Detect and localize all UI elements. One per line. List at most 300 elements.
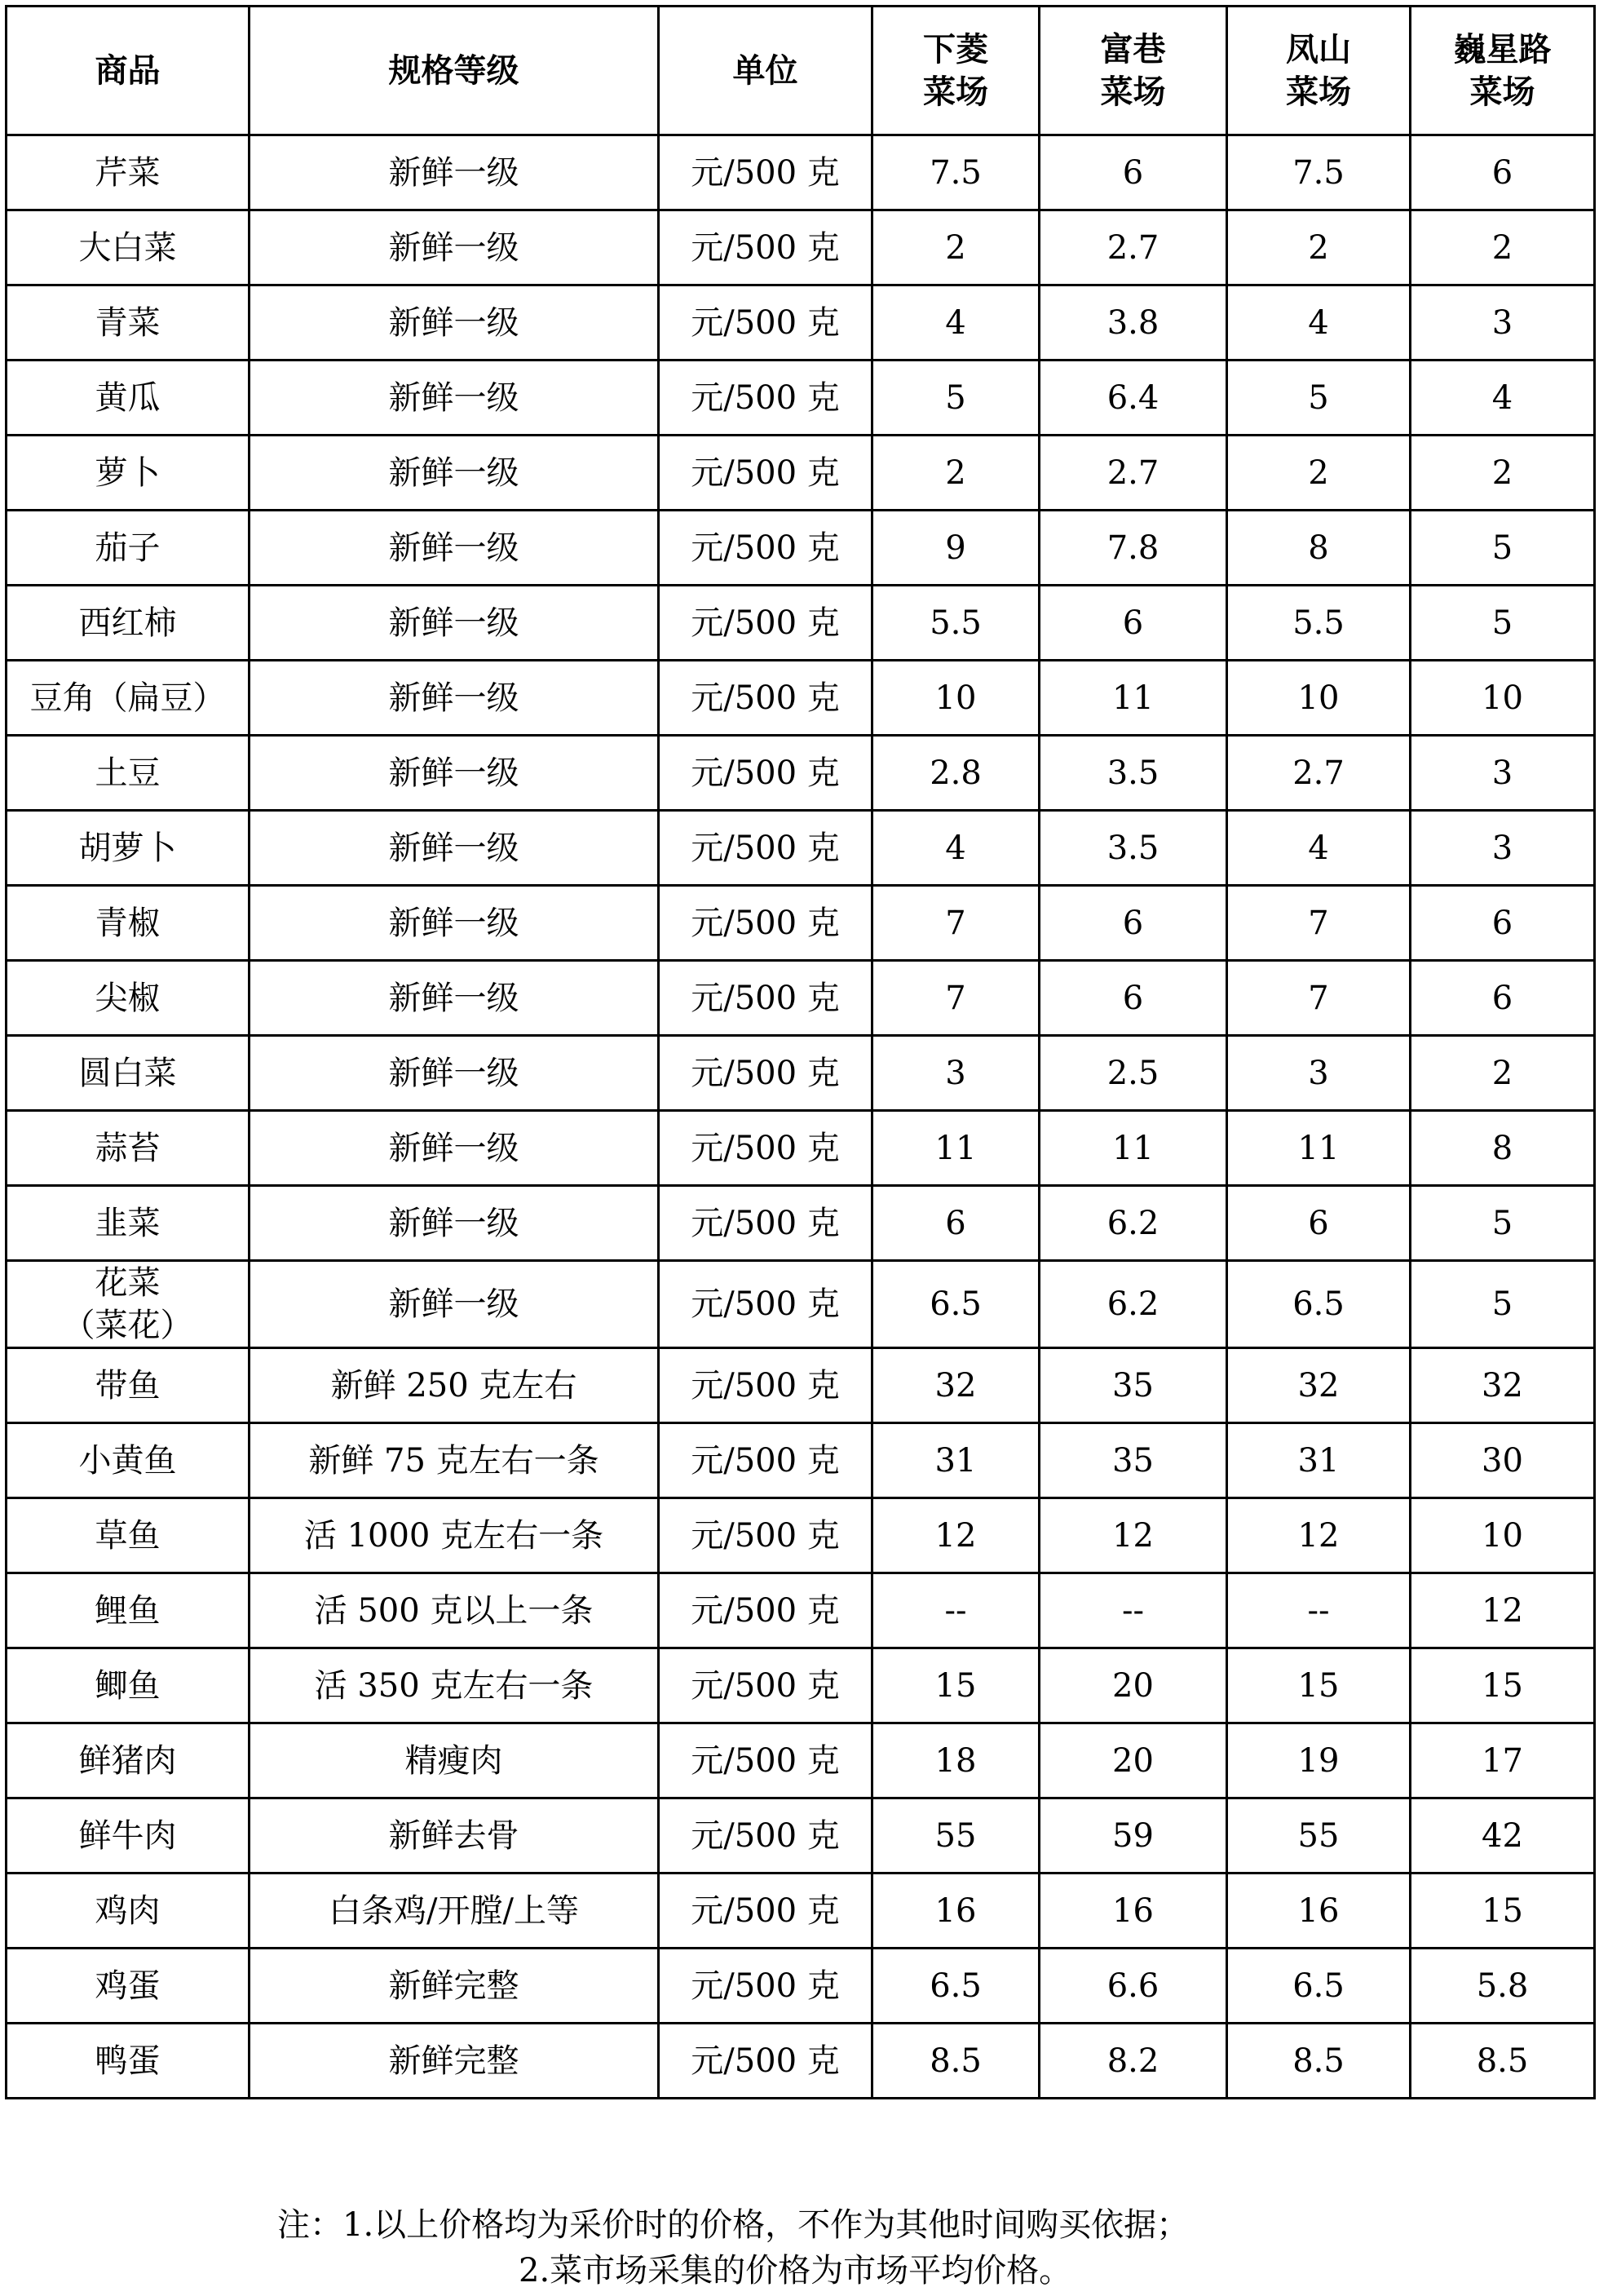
cell-unit (659, 1348, 872, 1423)
cell-text: 2.8 (930, 754, 982, 792)
cell-product (7, 436, 250, 511)
cell-price-weixinglu (1411, 436, 1595, 511)
cell-text: 4 (945, 303, 966, 342)
table-row (7, 1348, 1595, 1423)
table-row (7, 811, 1595, 886)
cell-text: -- (1307, 1591, 1330, 1630)
cell-unit (659, 361, 872, 436)
cell-product (7, 886, 250, 961)
cell-spec-grade (250, 1648, 659, 1723)
cell-price-weixinglu (1411, 135, 1595, 210)
cell-price-xialing (872, 886, 1040, 961)
cell-text: 5 (1491, 1285, 1513, 1323)
table-row (7, 661, 1595, 736)
cell-text: 6.5 (930, 1285, 982, 1323)
cell-text: 12 (934, 1516, 977, 1555)
cell-text: 鸡肉 (95, 1891, 161, 1930)
cell-text: 韭菜 (95, 1204, 161, 1242)
cell-spec-grade (250, 961, 659, 1036)
cell-text: 31 (1297, 1441, 1340, 1480)
cell-price-fuxiang (1040, 1111, 1227, 1186)
cell-price-fengshan (1227, 285, 1411, 361)
cell-price-fengshan (1227, 736, 1411, 811)
cell-price-xialing (872, 361, 1040, 436)
cell-price-fuxiang (1040, 2024, 1227, 2099)
cell-price-xialing (872, 1348, 1040, 1423)
cell-text: 元/500 克 (691, 1816, 840, 1855)
cell-spec-grade (250, 1111, 659, 1186)
cell-text: 3 (945, 1054, 966, 1092)
cell-text: 新鲜一级 (388, 153, 519, 192)
cell-price-fuxiang (1040, 210, 1227, 285)
cell-spec-grade (250, 1798, 659, 1874)
header-row (7, 7, 1595, 135)
cell-text: -- (944, 1591, 967, 1630)
cell-text: 5.5 (930, 604, 982, 642)
cell-text: 元/500 克 (691, 829, 840, 867)
cell-price-weixinglu (1411, 661, 1595, 736)
cell-spec-grade (250, 285, 659, 361)
cell-text: 12 (1297, 1516, 1340, 1555)
cell-price-fengshan (1227, 886, 1411, 961)
cell-text: 2.7 (1106, 453, 1159, 492)
cell-text: 5 (945, 378, 966, 417)
cell-text: 元/500 克 (691, 1285, 840, 1323)
cell-text: 元/500 克 (691, 529, 840, 567)
cell-text: 带鱼 (95, 1366, 161, 1405)
cell-product (7, 1648, 250, 1723)
cell-price-fengshan (1227, 2024, 1411, 2099)
cell-text: 7 (1308, 904, 1329, 942)
cell-product (7, 1261, 250, 1348)
cell-text: 新鲜一级 (388, 1285, 519, 1323)
cell-text: 32 (934, 1366, 977, 1405)
cell-text: 4 (1308, 829, 1329, 867)
cell-text: 7 (945, 979, 966, 1017)
cell-product (7, 1723, 250, 1798)
cell-price-weixinglu (1411, 1498, 1595, 1573)
cell-product (7, 736, 250, 811)
cell-text: 6.5 (1292, 1966, 1345, 2005)
cell-price-fengshan (1227, 1423, 1411, 1498)
cell-unit (659, 1423, 872, 1498)
cell-text: 元/500 克 (691, 2042, 840, 2080)
cell-text: 30 (1482, 1441, 1523, 1480)
cell-price-fengshan (1227, 1798, 1411, 1874)
cell-text: 59 (1112, 1816, 1154, 1855)
cell-text: 元/500 克 (691, 754, 840, 792)
cell-price-xialing (872, 1423, 1040, 1498)
cell-text: 55 (1297, 1816, 1340, 1855)
cell-text: 6.5 (1292, 1285, 1345, 1323)
cell-text: 3.5 (1106, 754, 1159, 792)
cell-price-fuxiang (1040, 361, 1227, 436)
cell-text: 31 (934, 1441, 977, 1480)
cell-price-fuxiang (1040, 1036, 1227, 1111)
cell-text: 4 (1308, 303, 1329, 342)
cell-spec-grade (250, 1498, 659, 1573)
cell-text: 15 (1482, 1666, 1523, 1705)
cell-product (7, 285, 250, 361)
table-row (7, 210, 1595, 285)
cell-text: 2 (1308, 453, 1329, 492)
cell-unit (659, 736, 872, 811)
cell-text: 元/500 克 (691, 1891, 840, 1930)
cell-text: 8 (1491, 1129, 1513, 1167)
cell-unit (659, 210, 872, 285)
cell-text: 2 (1491, 1054, 1513, 1092)
cell-text: 萝卜 (95, 453, 161, 492)
table-row (7, 961, 1595, 1036)
cell-price-weixinglu (1411, 1036, 1595, 1111)
cell-price-fuxiang (1040, 1498, 1227, 1573)
cell-unit (659, 511, 872, 586)
cell-unit (659, 1186, 872, 1261)
cell-text: 11 (1112, 679, 1154, 717)
cell-product (7, 511, 250, 586)
cell-price-fuxiang (1040, 511, 1227, 586)
cell-product (7, 1874, 250, 1949)
cell-price-weixinglu (1411, 511, 1595, 586)
cell-price-xialing (872, 210, 1040, 285)
cell-product (7, 661, 250, 736)
price-table (5, 5, 1596, 2099)
cell-text: 白条鸡/开膛/上等 (329, 1891, 579, 1930)
cell-price-fengshan (1227, 1723, 1411, 1798)
cell-unit (659, 1111, 872, 1186)
cell-text: 土豆 (95, 754, 161, 792)
cell-price-fengshan (1227, 135, 1411, 210)
cell-price-xialing (872, 1949, 1040, 2024)
cell-price-xialing (872, 1261, 1040, 1348)
cell-text: 8 (1308, 529, 1329, 567)
cell-price-fuxiang (1040, 1798, 1227, 1874)
cell-text: 西红柿 (78, 604, 177, 642)
cell-text: 6 (1122, 153, 1144, 192)
cell-unit (659, 1261, 872, 1348)
cell-text: 5 (1491, 1204, 1513, 1242)
cell-text: 胡萝卜 (78, 829, 177, 867)
cell-product (7, 1111, 250, 1186)
cell-spec-grade (250, 511, 659, 586)
table-row (7, 1423, 1595, 1498)
table-row (7, 135, 1595, 210)
cell-text: 8.2 (1106, 2042, 1159, 2080)
cell-spec-grade (250, 1348, 659, 1423)
cell-unit (659, 135, 872, 210)
cell-price-fengshan (1227, 1036, 1411, 1111)
cell-text: 花菜 （菜花） (62, 1264, 193, 1344)
cell-text: 2 (945, 453, 966, 492)
cell-price-fengshan (1227, 1348, 1411, 1423)
cell-price-xialing (872, 1036, 1040, 1111)
cell-price-weixinglu (1411, 361, 1595, 436)
cell-text: 元/500 克 (691, 378, 840, 417)
cell-price-fengshan (1227, 361, 1411, 436)
cell-text: 17 (1482, 1741, 1523, 1780)
cell-text: 16 (1297, 1891, 1340, 1930)
cell-spec-grade (250, 210, 659, 285)
cell-spec-grade (250, 1186, 659, 1261)
cell-text: 鲜猪肉 (78, 1741, 177, 1780)
cell-text: 35 (1112, 1441, 1154, 1480)
cell-price-xialing (872, 1186, 1040, 1261)
cell-text: 35 (1112, 1366, 1154, 1405)
cell-price-xialing (872, 135, 1040, 210)
table-row (7, 1874, 1595, 1949)
cell-text: 20 (1112, 1741, 1154, 1780)
footnotes (0, 2202, 1599, 2294)
cell-text: 元/500 克 (691, 1591, 840, 1630)
cell-product (7, 1798, 250, 1874)
table-row (7, 1648, 1595, 1723)
cell-spec-grade (250, 436, 659, 511)
table-row (7, 736, 1595, 811)
cell-text: 新鲜一级 (388, 904, 519, 942)
cell-price-weixinglu (1411, 1423, 1595, 1498)
cell-text: 2 (1491, 228, 1513, 267)
cell-text: 元/500 克 (691, 604, 840, 642)
cell-price-xialing (872, 1111, 1040, 1186)
cell-text: 尖椒 (95, 979, 161, 1017)
cell-price-weixinglu (1411, 586, 1595, 661)
cell-price-weixinglu (1411, 811, 1595, 886)
cell-text: 新鲜完整 (388, 1966, 519, 2005)
table-row (7, 1261, 1595, 1348)
cell-text: 6.4 (1106, 378, 1159, 417)
cell-text: 活 350 克左右一条 (314, 1666, 594, 1705)
cell-text: 新鲜一级 (388, 604, 519, 642)
cell-text: 圆白菜 (78, 1054, 177, 1092)
cell-price-weixinglu (1411, 210, 1595, 285)
cell-unit (659, 1648, 872, 1723)
cell-price-fengshan (1227, 511, 1411, 586)
cell-price-weixinglu (1411, 886, 1595, 961)
cell-price-weixinglu (1411, 2024, 1595, 2099)
cell-text: 茄子 (95, 529, 161, 567)
cell-price-fuxiang (1040, 1949, 1227, 2024)
cell-text: 6.2 (1106, 1285, 1159, 1323)
cell-text: 元/500 克 (691, 228, 840, 267)
cell-text: 5.8 (1476, 1966, 1529, 2005)
table-row (7, 511, 1595, 586)
cell-spec-grade (250, 736, 659, 811)
cell-price-fuxiang (1040, 1648, 1227, 1723)
cell-unit (659, 1498, 872, 1573)
cell-text: 新鲜一级 (388, 453, 519, 492)
cell-unit (659, 1874, 872, 1949)
cell-text: 15 (934, 1666, 977, 1705)
cell-text: 19 (1297, 1741, 1340, 1780)
cell-price-fengshan (1227, 961, 1411, 1036)
cell-text: 鲫鱼 (95, 1666, 161, 1705)
cell-price-fengshan (1227, 1261, 1411, 1348)
cell-unit (659, 2024, 872, 2099)
cell-unit (659, 961, 872, 1036)
cell-price-xialing (872, 436, 1040, 511)
header-market-weixinglu: 巍星路 菜场 (1411, 7, 1595, 135)
cell-text: 元/500 克 (691, 1366, 840, 1405)
cell-text: 豆角（扁豆） (29, 679, 226, 717)
cell-text: 6.2 (1106, 1204, 1159, 1242)
cell-unit (659, 1573, 872, 1648)
cell-text: 元/500 克 (691, 1441, 840, 1480)
cell-price-xialing (872, 1498, 1040, 1573)
cell-unit (659, 586, 872, 661)
cell-price-xialing (872, 661, 1040, 736)
header-market-fengshan: 凤山 菜场 (1227, 7, 1411, 135)
cell-price-xialing (872, 2024, 1040, 2099)
cell-price-fengshan (1227, 1111, 1411, 1186)
cell-price-xialing (872, 1874, 1040, 1949)
cell-text: 32 (1482, 1366, 1523, 1405)
cell-text: -- (1121, 1591, 1145, 1630)
cell-text: 6 (1122, 979, 1144, 1017)
cell-text: 元/500 克 (691, 1129, 840, 1167)
table-row (7, 2024, 1595, 2099)
cell-price-weixinglu (1411, 1723, 1595, 1798)
table-row (7, 1573, 1595, 1648)
header-unit: 单位 (659, 7, 872, 135)
cell-text: 黄瓜 (95, 378, 161, 417)
cell-text: 活 500 克以上一条 (314, 1591, 594, 1630)
cell-price-fengshan (1227, 1949, 1411, 2024)
cell-text: 小黄鱼 (78, 1441, 177, 1480)
cell-text: 6 (1491, 979, 1513, 1017)
cell-text: 4 (945, 829, 966, 867)
cell-price-xialing (872, 285, 1040, 361)
cell-text: 新鲜 75 克左右一条 (308, 1441, 599, 1480)
cell-text: 青菜 (95, 303, 161, 342)
cell-text: 元/500 克 (691, 1966, 840, 2005)
cell-text: 鲤鱼 (95, 1591, 161, 1630)
cell-text: 新鲜一级 (388, 228, 519, 267)
cell-price-fengshan (1227, 661, 1411, 736)
cell-text: 2.7 (1106, 228, 1159, 267)
cell-spec-grade (250, 1874, 659, 1949)
footnote-line-2: 2.菜市场采集的价格为市场平均价格。 (519, 2252, 1072, 2289)
cell-text: 新鲜一级 (388, 303, 519, 342)
cell-spec-grade (250, 1261, 659, 1348)
cell-text: 8.5 (930, 2042, 982, 2080)
cell-price-fengshan (1227, 1186, 1411, 1261)
cell-price-weixinglu (1411, 1874, 1595, 1949)
cell-text: 6 (1122, 904, 1144, 942)
cell-spec-grade (250, 1036, 659, 1111)
cell-text: 元/500 克 (691, 679, 840, 717)
cell-text: 草鱼 (95, 1516, 161, 1555)
cell-text: 10 (934, 679, 977, 717)
cell-price-xialing (872, 811, 1040, 886)
cell-spec-grade (250, 586, 659, 661)
cell-product (7, 961, 250, 1036)
cell-text: 新鲜一级 (388, 1129, 519, 1167)
cell-text: 2 (945, 228, 966, 267)
cell-text: 15 (1297, 1666, 1340, 1705)
cell-text: 新鲜一级 (388, 979, 519, 1017)
footnote-line-1: 注：1.以上价格均为采价时的价格，不作为其他时间购买依据； (277, 2206, 1190, 2244)
cell-product (7, 210, 250, 285)
table-body (7, 135, 1595, 2099)
cell-price-xialing (872, 511, 1040, 586)
cell-text: 元/500 克 (691, 979, 840, 1017)
header-spec-grade: 规格等级 (250, 7, 659, 135)
cell-price-weixinglu (1411, 961, 1595, 1036)
cell-text: 2 (1308, 228, 1329, 267)
cell-text: 新鲜一级 (388, 754, 519, 792)
cell-price-xialing (872, 1723, 1040, 1798)
cell-product (7, 1348, 250, 1423)
cell-text: 6.6 (1106, 1966, 1159, 2005)
cell-text: 元/500 克 (691, 1516, 840, 1555)
cell-price-fengshan (1227, 436, 1411, 511)
cell-text: 蒜苔 (95, 1129, 161, 1167)
cell-text: 3 (1491, 829, 1513, 867)
cell-text: 10 (1482, 679, 1523, 717)
cell-price-fuxiang (1040, 811, 1227, 886)
cell-text: 元/500 克 (691, 1204, 840, 1242)
cell-price-fuxiang (1040, 135, 1227, 210)
cell-text: 16 (1112, 1891, 1154, 1930)
cell-spec-grade (250, 2024, 659, 2099)
cell-text: 2.7 (1292, 754, 1345, 792)
cell-text: 精瘦肉 (404, 1741, 503, 1780)
cell-price-fuxiang (1040, 886, 1227, 961)
cell-text: 15 (1482, 1891, 1523, 1930)
table-row (7, 436, 1595, 511)
cell-price-fengshan (1227, 1498, 1411, 1573)
cell-price-fengshan (1227, 210, 1411, 285)
cell-price-weixinglu (1411, 1573, 1595, 1648)
cell-text: 6 (1491, 904, 1513, 942)
cell-text: 新鲜一级 (388, 679, 519, 717)
cell-spec-grade (250, 886, 659, 961)
cell-text: 9 (945, 529, 966, 567)
cell-text: 3.5 (1106, 829, 1159, 867)
cell-text: 11 (1297, 1129, 1340, 1167)
table-row (7, 1949, 1595, 2024)
cell-text: 12 (1482, 1591, 1523, 1630)
cell-unit (659, 285, 872, 361)
cell-text: 7 (945, 904, 966, 942)
cell-product (7, 361, 250, 436)
cell-unit (659, 1723, 872, 1798)
cell-product (7, 135, 250, 210)
cell-text: 6 (1308, 1204, 1329, 1242)
cell-text: 元/500 克 (691, 303, 840, 342)
cell-text: 6 (945, 1204, 966, 1242)
cell-price-xialing (872, 736, 1040, 811)
cell-spec-grade (250, 661, 659, 736)
cell-spec-grade (250, 1573, 659, 1648)
cell-text: 2 (1491, 453, 1513, 492)
cell-text: 42 (1482, 1816, 1523, 1855)
cell-text: 新鲜一级 (388, 378, 519, 417)
cell-text: 4 (1491, 378, 1513, 417)
cell-price-xialing (872, 1798, 1040, 1874)
cell-price-fengshan (1227, 1648, 1411, 1723)
cell-text: 芹菜 (95, 153, 161, 192)
cell-text: 7.5 (930, 153, 982, 192)
cell-text: 新鲜一级 (388, 1054, 519, 1092)
table-row (7, 1186, 1595, 1261)
cell-price-fuxiang (1040, 736, 1227, 811)
cell-spec-grade (250, 1949, 659, 2024)
cell-text: 5.5 (1292, 604, 1345, 642)
cell-price-fuxiang (1040, 1423, 1227, 1498)
cell-price-fuxiang (1040, 1723, 1227, 1798)
cell-text: 新鲜一级 (388, 829, 519, 867)
